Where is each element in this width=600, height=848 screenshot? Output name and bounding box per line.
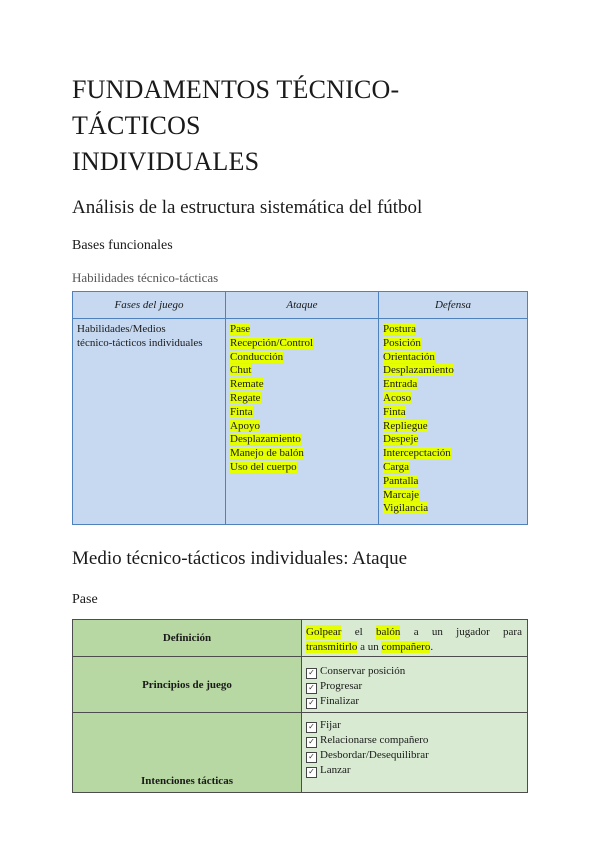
ataque-item: Regate — [230, 391, 261, 404]
defensa-item: Carga — [383, 460, 410, 473]
checkbox-checked-icon: ✓ — [306, 698, 317, 709]
ataque-item: Apoyo — [230, 419, 260, 432]
ataque-item: Uso del cuerpo — [230, 460, 297, 473]
def-word: transmitirlo — [306, 640, 358, 653]
table-row — [73, 657, 528, 713]
definicion-cell — [302, 620, 528, 657]
intencion-item: Relacionarse compañero — [320, 734, 429, 746]
checkbox-checked-icon: ✓ — [306, 722, 317, 733]
defensa-cell — [379, 319, 528, 525]
table-row — [73, 319, 528, 525]
principios-cell — [302, 657, 528, 713]
defensa-item: Vigilancia — [383, 502, 429, 515]
document-title — [72, 72, 528, 180]
table-row — [73, 713, 528, 793]
defensa-item: Despeje — [383, 433, 419, 446]
ataque-item: Desplazamiento — [230, 433, 301, 446]
checkbox-checked-icon: ✓ — [306, 668, 317, 679]
ataque-item: Conducción — [230, 350, 284, 363]
section-heading-analysis: Análisis de la estructura sistemática del fútbol — [72, 197, 423, 218]
ataque-item: Pase — [230, 323, 251, 335]
defensa-item: Intercepctación — [383, 447, 451, 460]
section-heading-ataque: Medio técnico-tácticos individuales: Ataque — [72, 548, 408, 569]
principio-item: Conservar posición — [320, 665, 406, 677]
defensa-item: Posición — [383, 336, 421, 349]
defensa-item: Pantalla — [383, 474, 419, 487]
defensa-item: Repliegue — [383, 419, 428, 432]
intencion-item: Fijar — [320, 719, 341, 731]
ataque-item: Remate — [230, 378, 264, 391]
defensa-item: Finta — [383, 405, 406, 418]
pase-label: Pase — [72, 592, 98, 607]
ataque-item: Finta — [230, 405, 253, 418]
definicion-line-1 — [306, 625, 522, 640]
intencion-item: Lanzar — [320, 764, 351, 776]
row-label-line-2: técnico-tácticos individuales — [77, 336, 203, 349]
defensa-item: Postura — [383, 323, 416, 335]
def-word: el — [354, 626, 363, 638]
def-word: compañero — [381, 640, 431, 653]
pase-table — [72, 619, 528, 793]
defensa-item: Entrada — [383, 378, 418, 391]
ataque-item: Manejo de balón — [230, 447, 304, 460]
title-line-2: INDIVIDUALES — [72, 147, 260, 176]
principios-label: Principios de juego — [73, 657, 302, 713]
header-ataque: Ataque — [226, 292, 379, 319]
intencion-item: Desbordar/Desequilibrar — [320, 749, 429, 761]
def-word: un — [431, 626, 443, 638]
defensa-item: Orientación — [383, 350, 435, 363]
title-line-1: FUNDAMENTOS TÉCNICO-TÁCTICOS — [72, 75, 400, 140]
checkbox-checked-icon: ✓ — [306, 752, 317, 763]
checkbox-checked-icon: ✓ — [306, 737, 317, 748]
checkbox-checked-icon: ✓ — [306, 683, 317, 694]
def-word: para — [503, 626, 522, 638]
definicion-label: Definición — [73, 620, 302, 657]
principio-item: Finalizar — [320, 695, 360, 707]
def-text: . — [430, 640, 434, 653]
table-header-row — [73, 292, 528, 319]
intenciones-label: Intenciones tácticas — [73, 713, 302, 793]
definicion-line-2 — [306, 640, 522, 655]
def-word: jugador — [456, 626, 490, 638]
habilidades-table — [72, 291, 528, 525]
checkbox-checked-icon: ✓ — [306, 767, 317, 778]
table1-caption: Habilidades técnico-tácticas — [72, 270, 219, 285]
ataque-item: Recepción/Control — [230, 336, 314, 349]
def-word: Golpear — [306, 626, 342, 638]
table-row — [73, 620, 528, 657]
def-text: a un — [357, 640, 382, 653]
row-label-cell — [73, 319, 226, 525]
principio-item: Progresar — [320, 680, 363, 692]
def-word: a — [413, 626, 419, 638]
row-label-line-1: Habilidades/Medios — [77, 323, 166, 335]
defensa-item: Desplazamiento — [383, 364, 454, 377]
ataque-cell — [226, 319, 379, 525]
defensa-item: Acoso — [383, 391, 412, 404]
header-fases: Fases del juego — [73, 292, 226, 319]
document-page — [72, 72, 528, 793]
intenciones-cell — [302, 713, 528, 793]
defensa-item: Marcaje — [383, 488, 420, 501]
header-defensa: Defensa — [379, 292, 528, 319]
def-word: balón — [375, 626, 401, 638]
bases-funcionales-label: Bases funcionales — [72, 238, 173, 253]
ataque-item: Chut — [230, 364, 252, 377]
